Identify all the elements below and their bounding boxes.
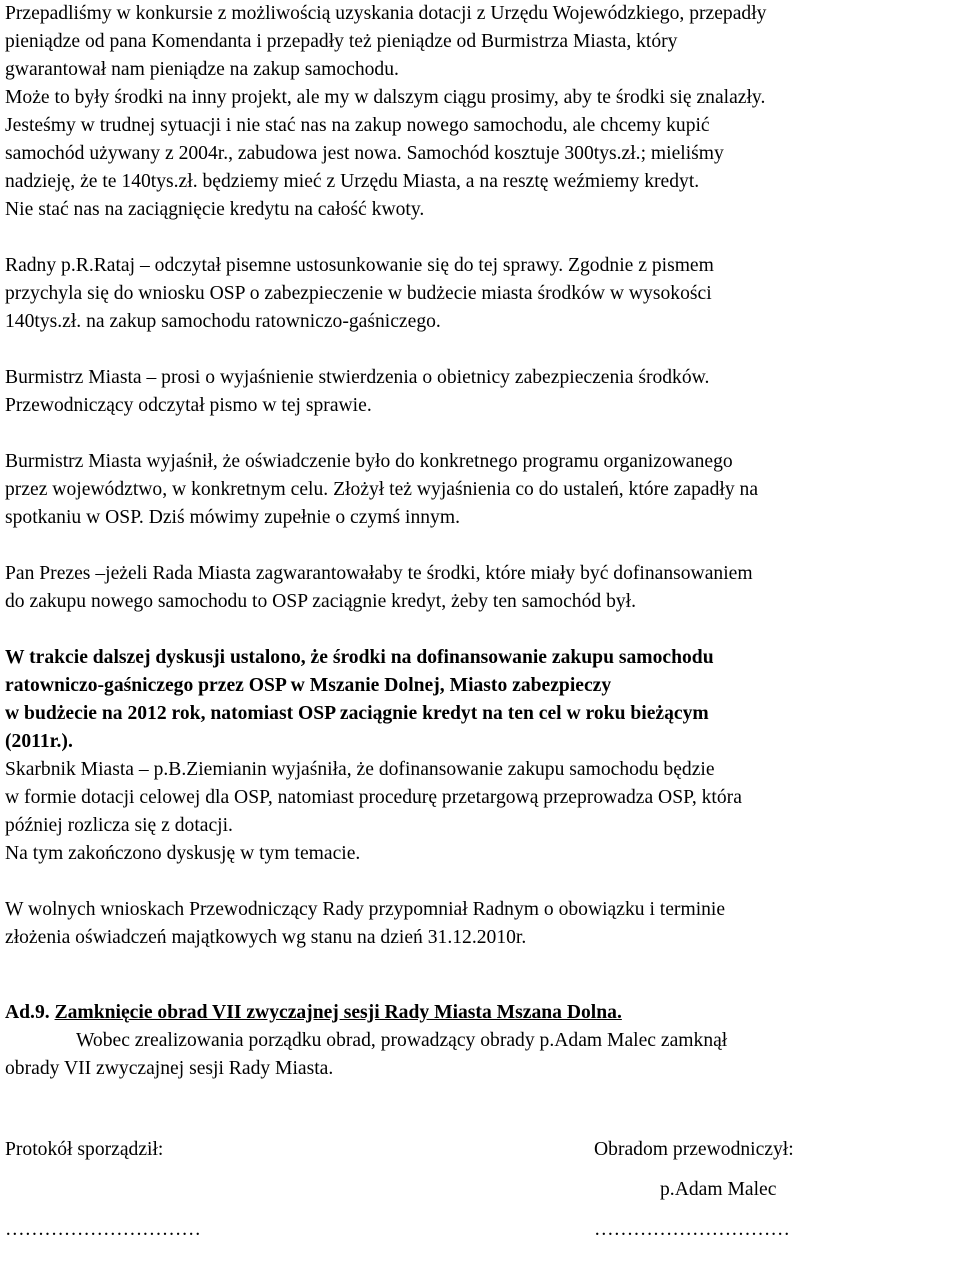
paragraph-osp-statement	[5, 0, 957, 224]
paragraph-wolne-wnioski	[5, 896, 957, 952]
paragraph-burmistrz-explanation	[5, 448, 957, 532]
text-line: gwarantował nam pieniądze na zakup samochodu.	[5, 59, 399, 80]
text-line: Burmistrz Miasta – prosi o wyjaśnienie stwierdzenia o obietnicy zabezpieczenia środków.	[5, 367, 710, 388]
text-line: Przewodniczący odczytał pismo w tej sprawie.	[5, 395, 372, 416]
bold-text-line: w budżecie na 2012 rok, natomiast OSP zaciągnie kredyt na ten cel w roku bieżącym	[5, 703, 709, 724]
signature-dots: …………………………	[594, 1219, 790, 1240]
paragraph-radny-rataj	[5, 252, 957, 336]
text-line: W wolnych wnioskach Przewodniczący Rady przypomniał Radnym o obowiązku i terminie	[5, 899, 726, 920]
signature-right-label: Obradom przewodniczył:	[594, 1139, 794, 1160]
text-line: samochód używany z 2004r., zabudowa jest nowa. Samochód kosztuje 300tys.zł.; mieliśmy	[5, 143, 724, 164]
spacer	[5, 420, 957, 448]
text-line: pieniądze od pana Komendanta i przepadły też pieniądze od Burmistrza Miasta, który	[5, 31, 678, 52]
text-line: Na tym zakończono dyskusję w tym temacie.	[5, 843, 361, 864]
signature-dots: …………………………	[5, 1219, 201, 1240]
paragraph-pan-prezes	[5, 560, 957, 616]
signature-right-line	[577, 1216, 957, 1244]
text-line: Jesteśmy w trudnej sytuacji i nie stać nas na zakup nowego samochodu, ale chcemy kupić	[5, 115, 710, 136]
text-line: 140tys.zł. na zakup samochodu ratowniczo-gaśniczego.	[5, 311, 441, 332]
section-heading	[5, 999, 957, 1027]
spacer	[5, 224, 957, 252]
text-line: Burmistrz Miasta wyjaśnił, że oświadczenie było do konkretnego programu organizowanego	[5, 451, 733, 472]
text-line: Może to były środki na inny projekt, ale my w dalszym ciągu prosimy, aby te środki się znalazły.	[5, 87, 766, 108]
signature-left-line	[5, 1216, 565, 1244]
section-title: Zamknięcie obrad VII zwyczajnej sesji Rady Miasta Mszana Dolna.	[54, 1002, 622, 1023]
spacer	[5, 532, 957, 560]
signature-right	[577, 1136, 957, 1204]
text-line: później rozlicza się z dotacji.	[5, 815, 233, 836]
bold-text-line: W trakcie dalszej dyskusji ustalono, że środki na dofinansowanie zakupu samochodu	[5, 647, 714, 668]
text-line: obrady VII zwyczajnej sesji Rady Miasta.	[5, 1058, 334, 1079]
text-line: w formie dotacji celowej dla OSP, natomiast procedurę przetargową przeprowadza OSP, która	[5, 787, 742, 808]
spacer	[5, 1083, 957, 1130]
text-line: do zakupu nowego samochodu to OSP zaciągnie kredyt, żeby ten samochód był.	[5, 591, 637, 612]
paragraph-decision	[5, 644, 957, 868]
section-number: Ad.9.	[5, 1002, 50, 1023]
text-line: nadzieję, że te 140tys.zł. będziemy mieć z Urzędu Miasta, a na resztę weźmiemy kredyt.	[5, 171, 700, 192]
text-line: Nie stać nas na zaciągnięcie kredytu na całość kwoty.	[5, 199, 425, 220]
bold-text-line: ratowniczo-gaśniczego przez OSP w Mszanie Dolnej, Miasto zabezpieczy	[5, 675, 612, 696]
text-line: spotkaniu w OSP. Dziś mówimy zupełnie o czymś innym.	[5, 507, 460, 528]
spacer	[5, 616, 957, 644]
signature-left	[5, 1136, 565, 1204]
spacer	[5, 336, 957, 364]
signatures	[5, 1136, 957, 1204]
text-line: Przepadliśmy w konkursie z możliwością uzyskania dotacji z Urzędu Wojewódzkiego, przepadły	[5, 3, 767, 24]
text-line: Skarbnik Miasta – p.B.Ziemianin wyjaśniła, że dofinansowanie zakupu samochodu będzie	[5, 759, 715, 780]
signature-left-label: Protokół sporządził:	[5, 1139, 164, 1160]
signature-right-name: p.Adam Malec	[660, 1179, 777, 1200]
text-line: przychyla się do wniosku OSP o zabezpieczenie w budżecie miasta środków w wysokości	[5, 283, 712, 304]
text-line: Wobec zrealizowania porządku obrad, prowadzący obrady p.Adam Malec zamknął	[76, 1030, 728, 1051]
signature-lines	[5, 1216, 957, 1244]
section-ad9	[5, 999, 957, 1083]
paragraph-burmistrz-request	[5, 364, 957, 420]
text-line: złożenia oświadczeń majątkowych wg stanu na dzień 31.12.2010r.	[5, 927, 527, 948]
text-line: Pan Prezes –jeżeli Rada Miasta zagwarantowałaby te środki, które miały być dofinansowaniem	[5, 563, 753, 584]
bold-text-line: (2011r.).	[5, 731, 73, 752]
document-page	[5, 0, 957, 1244]
text-line: Radny p.R.Rataj – odczytał pisemne ustosunkowanie się do tej sprawy. Zgodnie z pismem	[5, 255, 714, 276]
spacer	[5, 868, 957, 896]
spacer	[5, 952, 957, 999]
text-line: przez województwo, w konkretnym celu. Złożył też wyjaśnienia co do ustaleń, które zapadły na	[5, 479, 759, 500]
